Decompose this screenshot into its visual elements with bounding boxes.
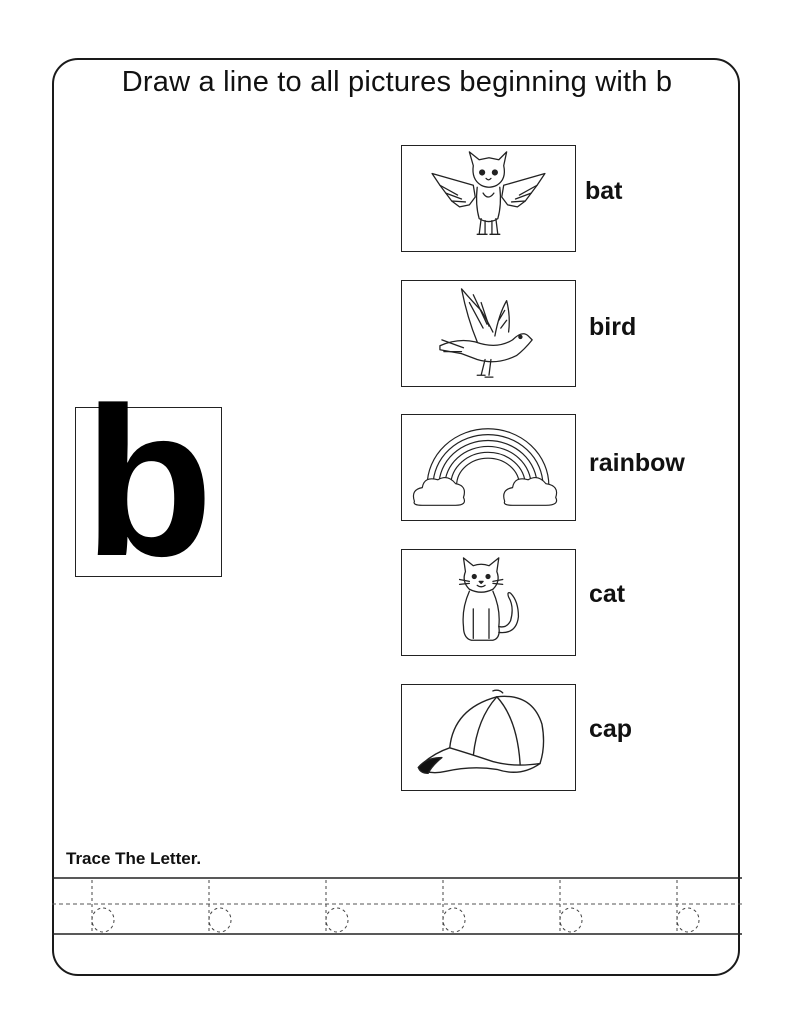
trace-letter-5[interactable]: [560, 880, 582, 932]
word-rainbow: rainbow: [589, 449, 685, 477]
cap-icon: [402, 685, 575, 790]
picture-box-bat[interactable]: [401, 145, 576, 252]
bat-icon: [402, 146, 575, 251]
featured-letter: b: [83, 363, 214, 600]
trace-letter-2[interactable]: [209, 880, 231, 932]
worksheet-title: Draw a line to all pictures beginning with b: [121, 66, 673, 98]
word-bird: bird: [589, 313, 637, 341]
bird-icon: [402, 281, 575, 386]
trace-letter-6[interactable]: [677, 880, 699, 932]
trace-letter-4[interactable]: [443, 880, 465, 932]
picture-box-cat[interactable]: [401, 549, 576, 656]
trace-letter-1[interactable]: [92, 880, 114, 932]
cat-icon: [402, 550, 575, 655]
picture-box-cap[interactable]: [401, 684, 576, 791]
word-bat: bat: [585, 177, 623, 205]
trace-letter-3[interactable]: [326, 880, 348, 932]
tracing-lines[interactable]: [52, 870, 742, 940]
letter-card: [75, 363, 222, 600]
rainbow-icon: [402, 415, 575, 520]
word-cap: cap: [589, 715, 633, 743]
picture-box-bird[interactable]: [401, 280, 576, 387]
word-cat: cat: [589, 580, 626, 608]
trace-label: Trace The Letter.: [66, 849, 202, 868]
picture-box-rainbow[interactable]: [401, 414, 576, 521]
